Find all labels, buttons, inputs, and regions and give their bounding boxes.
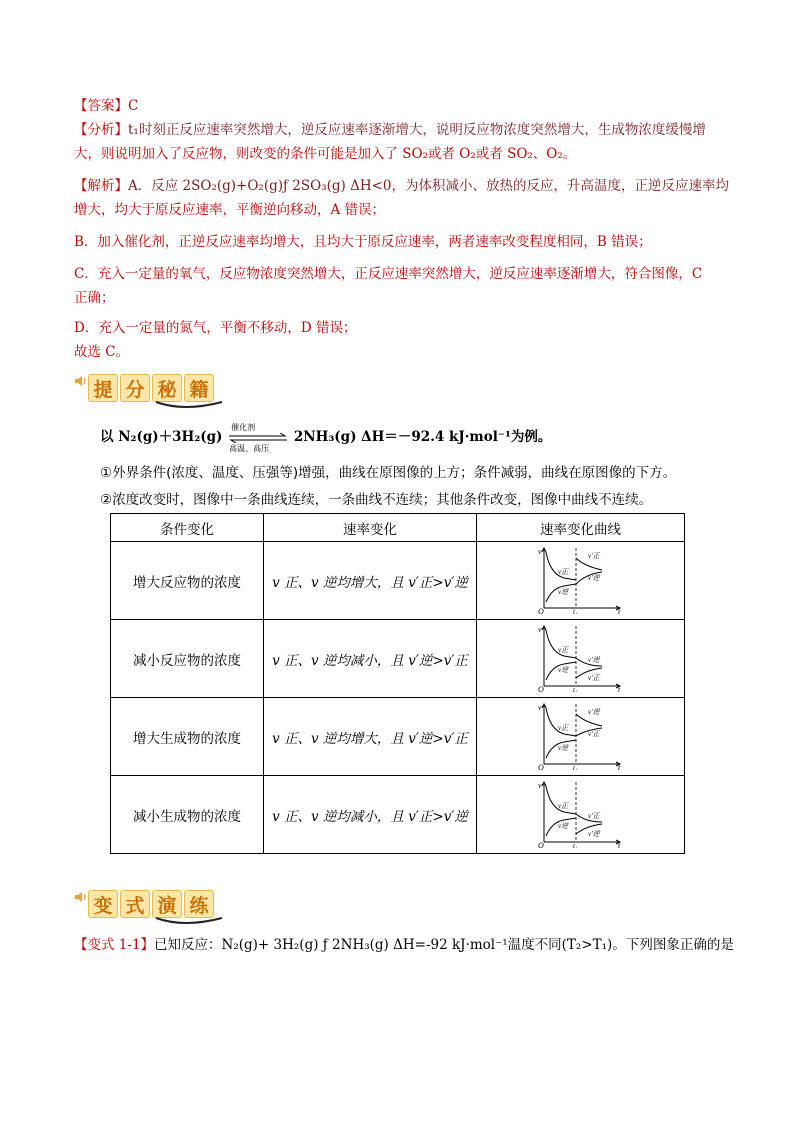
analysis-tag: 【分析】 — [74, 122, 128, 138]
v-axis-label: v — [537, 780, 542, 790]
table-row — [111, 542, 685, 620]
condition-cell: 减小反应物的浓度 — [111, 620, 264, 698]
t-axis-label: t — [617, 606, 620, 614]
rate-cell: v 正、v 逆均减小，且 v′正>v′逆 — [264, 776, 477, 854]
analysis-text-2: 大，则说明加入了反应物，则改变的条件可能是加入了 SO₂或者 O₂或者 SO₂、O₂。 — [74, 146, 577, 162]
explanation-text-6: D．充入一定量的氮气，平衡不移动，D 错误； — [74, 320, 357, 336]
t-axis-label: t — [617, 840, 620, 848]
curve-label: v逆 — [557, 665, 568, 674]
table-header-row — [111, 514, 685, 542]
answer-tag: 【答案】 — [74, 98, 128, 114]
curve-cell — [477, 698, 685, 776]
header-condition: 条件变化 — [111, 514, 264, 542]
section-banner-practice — [74, 886, 254, 926]
equation-left: 以 N₂(g)＋3H₂(g) — [100, 429, 223, 445]
curve-label: v正 — [557, 801, 568, 810]
t1-label: t₁ — [572, 685, 577, 692]
curve-cell — [477, 542, 685, 620]
reversible-arrow-icon — [227, 433, 289, 443]
banner-char: 秘 — [152, 374, 182, 402]
equation-right: 2NH₃(g) ΔH＝－92.4 kJ·mol⁻¹为例。 — [293, 429, 552, 445]
explanation-text-3: B．加入催化剂，正逆反应速率均增大，且均大于原反应速率，两者速率改变程度相同，B 错误； — [74, 234, 652, 250]
condition-cell: 增大生成物的浓度 — [111, 698, 264, 776]
explanation-text-4: C．充入一定量的氧气，反应物浓度突然增大，正反应速率突然增大，逆反应速率逐渐增大，符合图像，C — [74, 266, 703, 282]
curve-label: v′逆 — [587, 573, 600, 582]
condition-cell: 减小生成物的浓度 — [111, 776, 264, 854]
explanation-text-5: 正确； — [74, 290, 115, 306]
speaker-icon — [74, 890, 88, 904]
t1-label: t₁ — [572, 607, 577, 614]
curve-label: v正 — [557, 723, 568, 732]
explanation-line-1 — [74, 174, 729, 198]
curve-label: v逆 — [557, 587, 568, 596]
analysis-text-1: t₁时刻正反应速率突然增大，逆反应速率逐渐增大，说明反应物浓度突然增大，生成物浓度缓慢增 — [128, 122, 706, 138]
rate-curve-graph — [536, 622, 626, 692]
curve-label: v′逆 — [587, 829, 600, 838]
curve-label: v逆 — [557, 821, 568, 830]
context-point-1: ①外界条件(浓度、温度、压强等)增强，曲线在原图像的上方；条件减弱，曲线在原图像的下方。 — [100, 465, 677, 481]
banner-char: 变 — [88, 890, 118, 918]
origin-label: O — [537, 840, 544, 848]
banner-char: 分 — [120, 374, 150, 402]
answer-value: C — [128, 98, 139, 114]
banner-swash-icon — [154, 398, 224, 412]
curve-label: v′逆 — [587, 655, 600, 664]
rate-curve-graph — [536, 700, 626, 770]
context-equation — [100, 422, 552, 453]
t-axis-label: t — [617, 684, 620, 692]
rate-curve-graph — [536, 544, 626, 614]
exercise-line — [74, 933, 734, 953]
arrow-bottom-label: 高温、高压 — [229, 443, 270, 453]
rate-change-table — [110, 513, 685, 854]
analysis-line-1 — [74, 118, 706, 142]
equilibrium-arrow — [227, 422, 289, 453]
curve-label: v逆 — [557, 743, 568, 752]
banner-swash-icon — [154, 914, 224, 928]
banner-char: 演 — [152, 890, 182, 918]
banner-char: 练 — [184, 890, 214, 918]
banner-char: 式 — [120, 890, 150, 918]
banner-char: 提 — [88, 374, 118, 402]
explanation-tag: 【解析】 — [74, 178, 128, 194]
section-banner-tips — [74, 370, 254, 410]
answer-line — [74, 94, 138, 118]
origin-label: O — [537, 684, 544, 692]
curve-label: v′正 — [587, 811, 600, 820]
curve-label: v正 — [557, 567, 568, 576]
origin-label: O — [537, 606, 544, 614]
exercise-tag: 【变式 1-1】 — [74, 937, 155, 953]
header-curve: 速率变化曲线 — [477, 514, 685, 542]
condition-cell: 增大反应物的浓度 — [111, 542, 264, 620]
origin-label: O — [537, 762, 544, 770]
speaker-icon — [74, 374, 88, 388]
exercise-text: 已知反应：N₂(g)+ 3H₂(g) ƒ 2NH₃(g) ΔH=-92 kJ·mol⁻¹温度不同(T₂>T₁)。下列图象正确的是 — [154, 937, 734, 953]
t1-label: t₁ — [572, 763, 577, 770]
v-axis-label: v — [537, 546, 542, 556]
curve-label: v′正 — [587, 729, 600, 738]
table-row — [111, 620, 685, 698]
curve-label: v正 — [557, 645, 568, 654]
rate-cell: v 正、v 逆均增大，且 v′正>v′逆 — [264, 542, 477, 620]
t1-label: t₁ — [572, 841, 577, 848]
arrow-top-label: 催化剂 — [231, 422, 256, 432]
context-point-2: ②浓度改变时，图像中一条曲线连续，一条曲线不连续；其他条件改变，图像中曲线不连续。 — [100, 492, 653, 508]
explanation-text-2: 增大，均大于原反应速率，平衡逆向移动，A 错误； — [74, 202, 386, 218]
curve-label: v′正 — [587, 551, 600, 560]
table-row — [111, 698, 685, 776]
explanation-text-7: 故选 C。 — [74, 344, 130, 360]
curve-label: v′正 — [587, 673, 600, 682]
rate-curve-graph — [536, 778, 626, 848]
table-row — [111, 776, 685, 854]
banner-char: 籍 — [184, 374, 214, 402]
v-axis-label: v — [537, 624, 542, 634]
curve-cell — [477, 776, 685, 854]
t-axis-label: t — [617, 762, 620, 770]
curve-cell — [477, 620, 685, 698]
rate-cell: v 正、v 逆均减小，且 v′逆>v′正 — [264, 620, 477, 698]
rate-cell: v 正、v 逆均增大，且 v′逆>v′正 — [264, 698, 477, 776]
v-axis-label: v — [537, 702, 542, 712]
explanation-text-1: A．反应 2SO₂(g)+O₂(g)ƒ 2SO₃(g) ΔH<0，为体积减小、放热的反应，升高温度，正逆反应速率均 — [128, 178, 729, 194]
header-rate: 速率变化 — [264, 514, 477, 542]
curve-label: v′逆 — [587, 707, 600, 716]
